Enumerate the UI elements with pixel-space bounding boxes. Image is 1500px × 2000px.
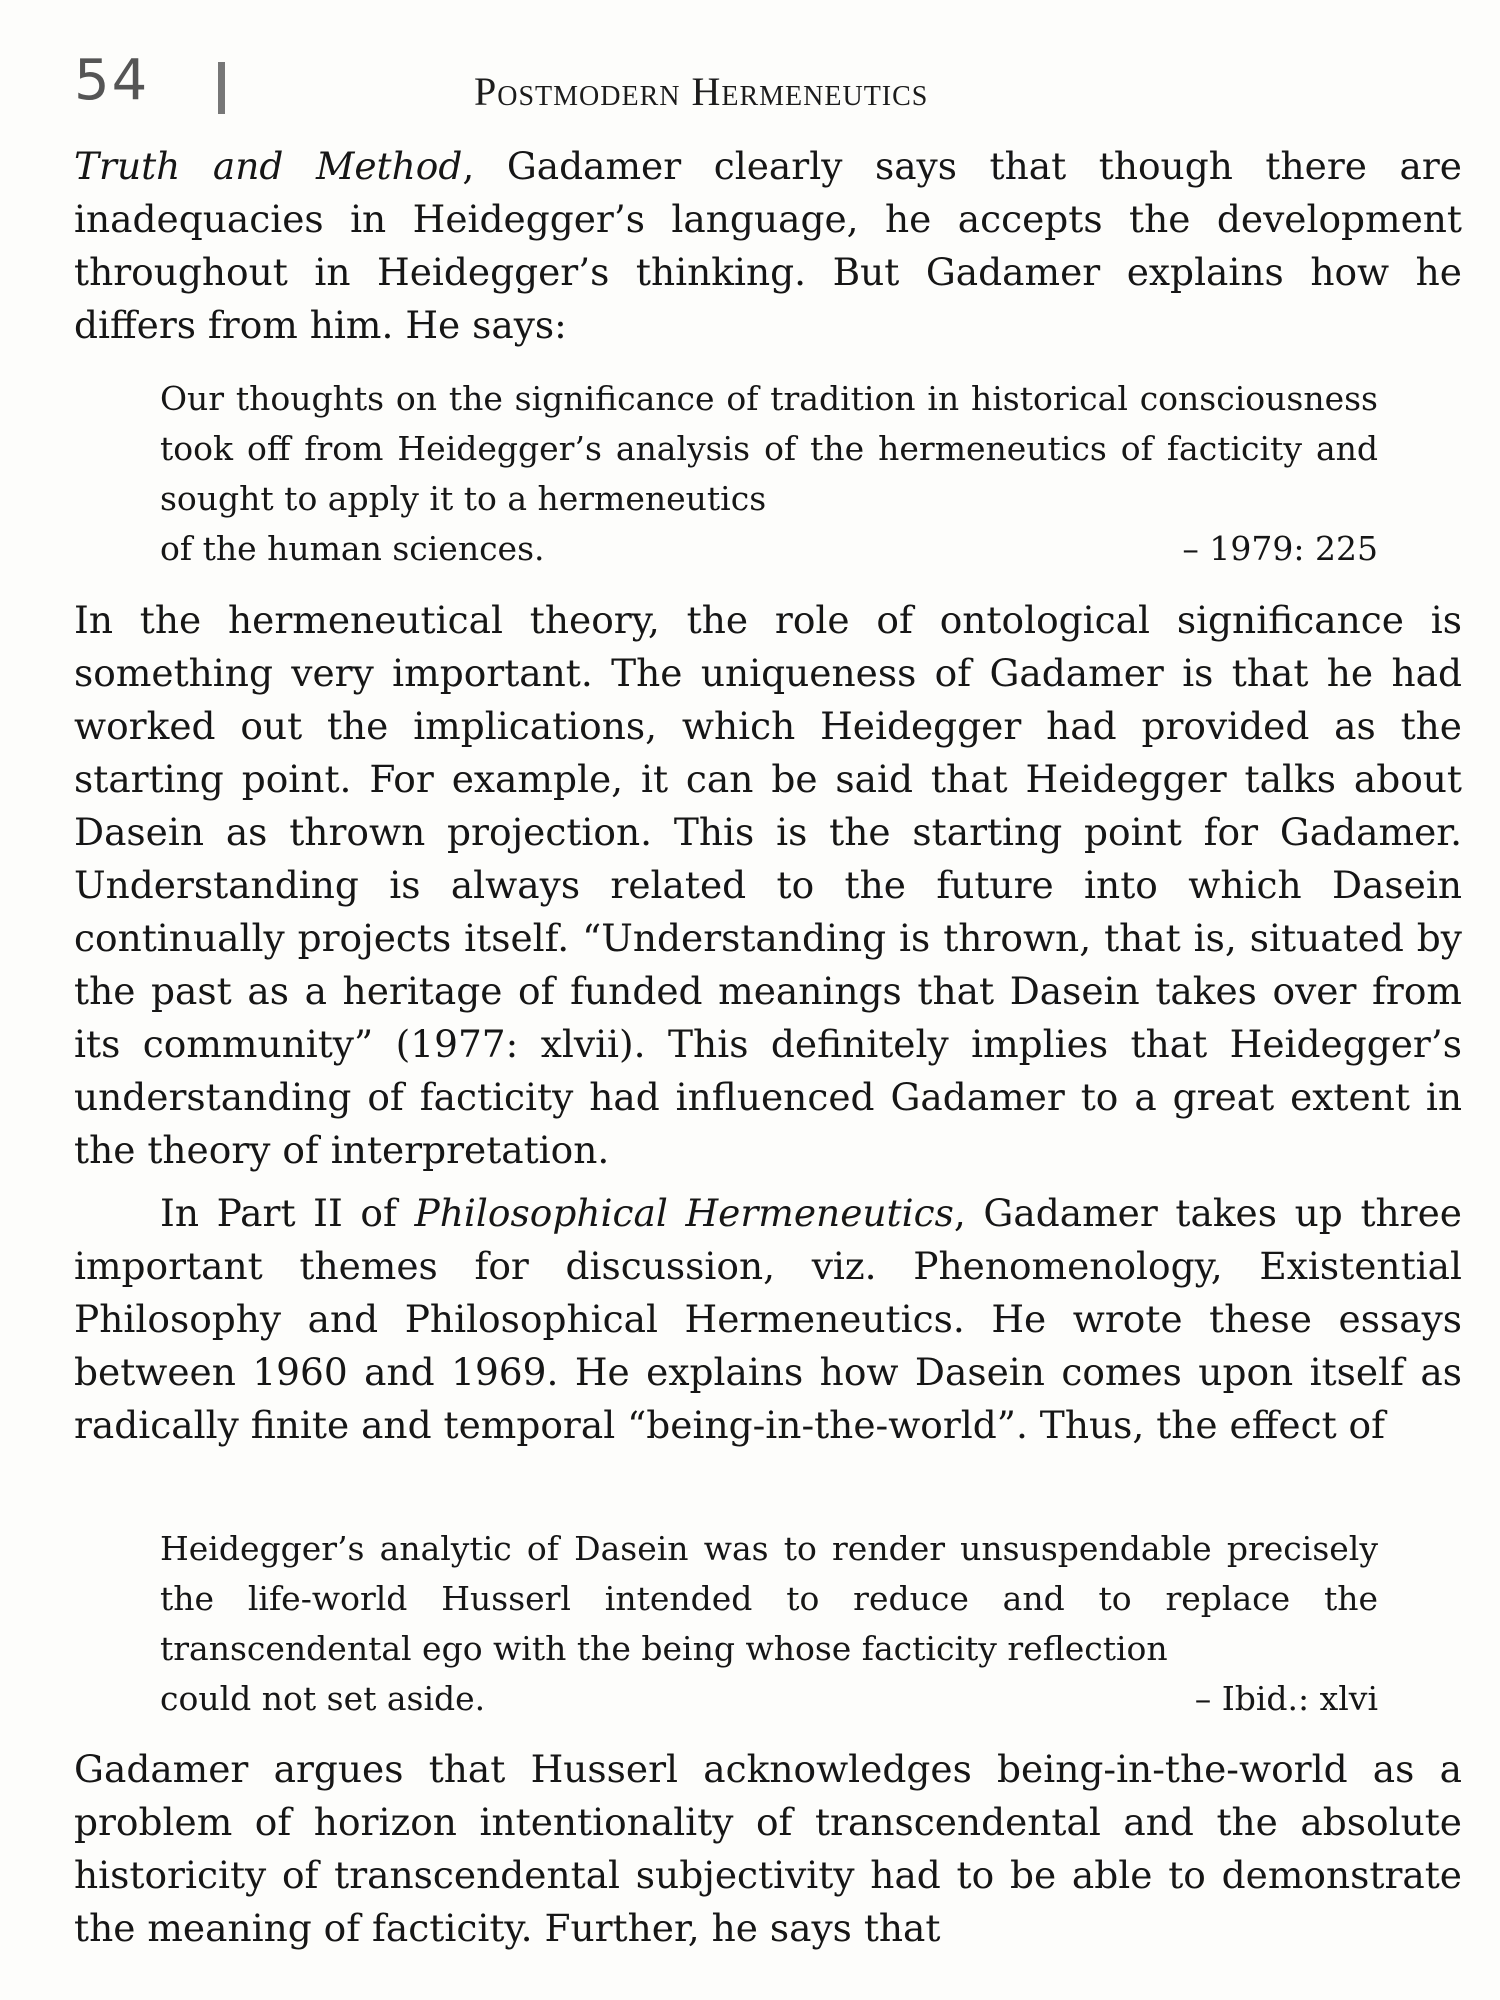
page-number: 54 — [74, 48, 150, 113]
quote-last-line — [160, 524, 1378, 574]
paragraph-text: , Gadamer clearly says that though there are inadequacies in Heidegger’s language, he accepts the development throughout in Heidegger’s thinking. But Gadamer explains how he differs from him. He says: — [74, 144, 1462, 347]
paragraph — [74, 1187, 1462, 1452]
header-divider — [218, 62, 225, 114]
page-header — [74, 48, 1474, 128]
quote-citation: – Ibid.: xlvi — [1194, 1679, 1378, 1718]
quote-text-end: of the human sciences. — [160, 529, 545, 568]
running-head: Postmodern Hermeneutics — [474, 69, 929, 114]
block-quote — [160, 374, 1378, 574]
paragraph-text: In Part II of — [160, 1191, 415, 1235]
paragraph — [74, 140, 1462, 352]
quote-last-line — [160, 1674, 1378, 1724]
paragraph: Gadamer argues that Husserl acknowledges being-in-the-world as a problem of horizon intentionality of transcendental and the absolute historicity of transcendental subjectivity had to be able to demonstrate the meaning of facticity. Further, he says that — [74, 1747, 1462, 1950]
quote-citation: – 1979: 225 — [1182, 529, 1378, 568]
book-title: Philosophical Hermeneutics — [414, 1191, 954, 1235]
quote-text: Our thoughts on the significance of tradition in historical consciousness took off from Heidegger’s analysis of the hermeneutics of facticity and sought to apply it to a hermeneutics — [160, 379, 1378, 518]
quote-text: Heidegger’s analytic of Dasein was to render unsuspendable precisely the life-world Husserl intended to reduce and to replace the transcendental ego with the being whose facticity reflection — [160, 1529, 1378, 1668]
paragraph: In the hermeneutical theory, the role of ontological significance is something very important. The uniqueness of Gadamer is that he had worked out the implications, which Heidegger had provided as the starting point. For example, it can be said that Heidegger talks about Dasein as thrown projection. This is the starting point for Gadamer. Understanding is always related to the future into which Dasein continually projects itself. “Understanding is thrown, that is, situated by the past as a heritage of funded meanings that Dasein takes over from its community” (1977: xlvii). This definitely implies that Heidegger’s understanding of facticity had influenced Gadamer to a great extent in the theory of interpretation. — [74, 598, 1462, 1172]
block-quote — [160, 1524, 1378, 1724]
book-title: Truth and Method — [74, 144, 463, 188]
paragraph-text: , Gadamer takes up three important themes for discussion, viz. Phenomenology, Existential Philosophy and Philosophical Hermeneutics. He wrote these essays between 1960 and 1969. He explains how Dasein comes upon itself as radically finite and temporal “being-in-the-world”. Thus, the effect of — [74, 1191, 1462, 1447]
quote-text-end: could not set aside. — [160, 1679, 486, 1718]
